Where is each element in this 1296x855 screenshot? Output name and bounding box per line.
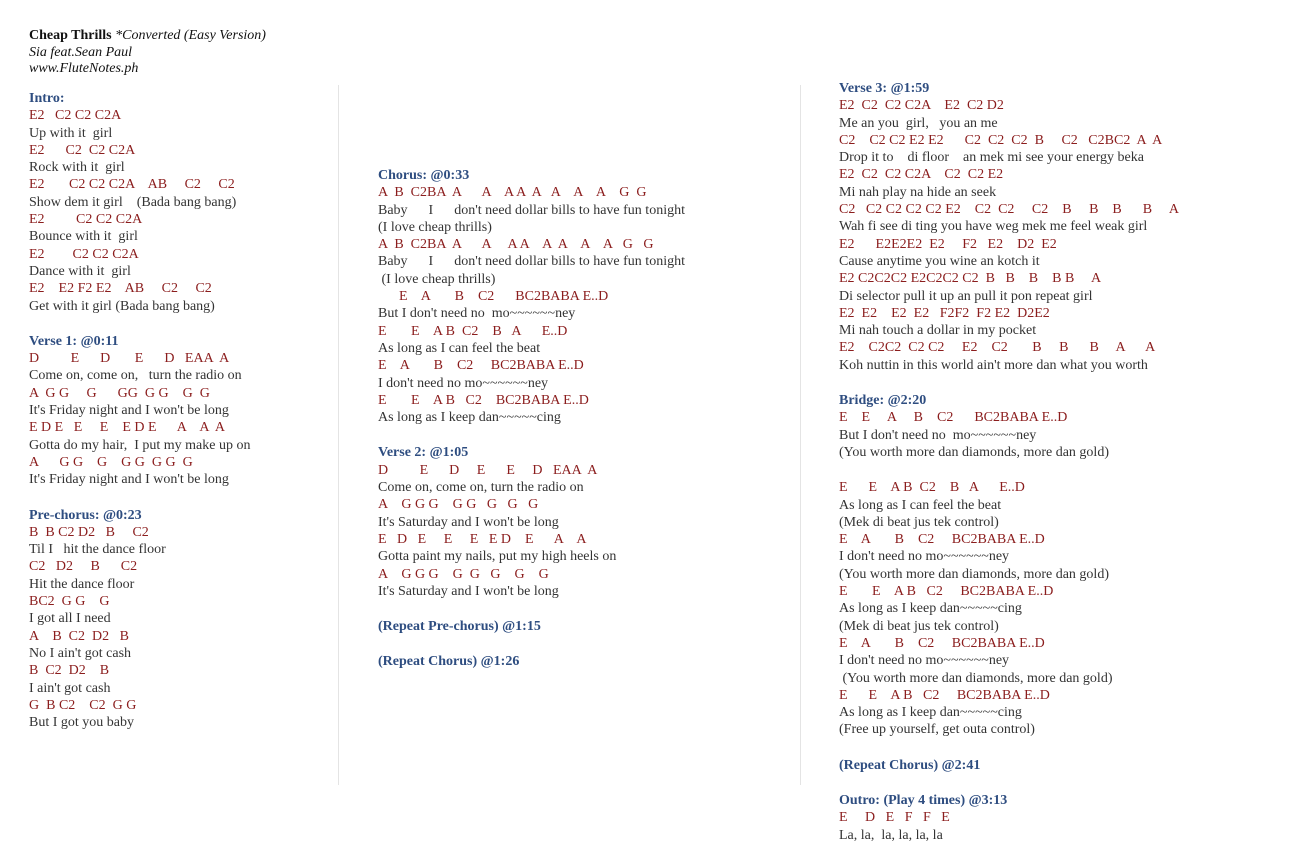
column-3 bbox=[839, 80, 1279, 844]
note-line: E A B C2 BC2BABA E..D bbox=[378, 358, 584, 374]
website: www.FluteNotes.ph bbox=[29, 61, 139, 76]
lyric-line: Me an you girl, you an me bbox=[839, 115, 998, 131]
note-line: A G G G GG G G G G bbox=[29, 385, 210, 401]
section-heading: (Repeat Pre-chorus) @1:15 bbox=[378, 619, 541, 635]
lyric-line: Mi nah play na hide an seek bbox=[839, 184, 997, 200]
lyric-line: Come on, come on, turn the radio on bbox=[29, 368, 242, 384]
lyric-line: Bounce with it girl bbox=[29, 229, 138, 245]
note-line: C2 C2 C2 E2 E2 C2 C2 C2 B C2 C2BC2 A A bbox=[839, 132, 1163, 148]
note-line: E2 E2E2E2 E2 F2 E2 D2 E2 bbox=[839, 236, 1057, 252]
note-line: E D E F F E bbox=[839, 810, 950, 826]
artist: Sia feat.Sean Paul bbox=[29, 45, 133, 60]
lyric-line: No I ain't got cash bbox=[29, 645, 132, 661]
lyric-line: As long as I keep dan~~~~~cing bbox=[839, 601, 1022, 617]
note-line: E A B C2 BC2BABA E..D bbox=[839, 635, 1045, 651]
note-line: E E A B C2 B A E..D bbox=[839, 480, 1025, 496]
note-line: E A B C2 BC2BABA E..D bbox=[378, 289, 609, 305]
note-line: BC2 G G G bbox=[29, 594, 110, 610]
section-heading: (Repeat Chorus) @1:26 bbox=[378, 654, 520, 670]
lyric-line: Cause anytime you wine an kotch it bbox=[839, 253, 1040, 269]
lyric-line: Wah fi see di ting you have weg mek me feel weak girl bbox=[839, 219, 1148, 235]
column-2-content bbox=[378, 167, 798, 671]
song-title: Cheap Thrills bbox=[29, 28, 112, 43]
note-line: E E A B C2 B A E..D bbox=[378, 323, 568, 339]
section-gap bbox=[29, 315, 334, 333]
header-spacer bbox=[29, 76, 334, 90]
section-gap bbox=[378, 600, 798, 618]
note-line: E D E E E E D E A A A bbox=[29, 420, 225, 436]
note-line: E2 C2C2 C2 C2 E2 C2 B B B A A bbox=[839, 340, 1156, 356]
lyric-line: Baby I don't need dollar bills to have fun tonight bbox=[378, 254, 685, 270]
lyric-line: It's Saturday and I won't be long bbox=[378, 583, 559, 599]
lyric-line: But I don't need no mo~~~~~~ney bbox=[839, 427, 1037, 443]
lyric-line: Get with it girl (Bada bang bang) bbox=[29, 298, 215, 314]
note-line: A B C2BA A A A A A A A A G G bbox=[378, 237, 654, 253]
lyric-line: La, la, la, la, la, la bbox=[839, 827, 943, 843]
section-gap bbox=[839, 461, 1279, 479]
lyric-line: (I love cheap thrills) bbox=[378, 219, 492, 235]
lyric-line: It's Friday night and I won't be long bbox=[29, 472, 229, 488]
note-line: A G G G G G G G G bbox=[29, 454, 193, 470]
lyric-line: But I don't need no mo~~~~~~ney bbox=[378, 306, 576, 322]
lyric-line: (You worth more dan diamonds, more dan gold) bbox=[839, 670, 1113, 686]
section-heading: Chorus: @0:33 bbox=[378, 168, 470, 183]
lyric-line: As long as I can feel the beat bbox=[378, 340, 541, 356]
lyric-line: I don't need no mo~~~~~~ney bbox=[378, 375, 549, 391]
note-line: G B C2 C2 G G bbox=[29, 697, 137, 713]
note-line: E E A B C2 BC2BABA E..D bbox=[839, 687, 1050, 703]
section-gap bbox=[378, 635, 798, 653]
note-line: E2 C2 C2 C2A bbox=[29, 246, 139, 262]
lyric-line: As long as I keep dan~~~~~cing bbox=[378, 410, 561, 426]
lyric-line: Rock with it girl bbox=[29, 160, 125, 176]
note-line: C2 D2 B C2 bbox=[29, 559, 138, 575]
column-3-content bbox=[839, 80, 1279, 844]
note-line: A B C2BA A A A A A A A A G G bbox=[378, 185, 647, 201]
note-line: E2 C2 C2 C2A C2 C2 E2 bbox=[839, 167, 1004, 183]
column-1 bbox=[29, 27, 334, 731]
note-line: A B C2 D2 B bbox=[29, 628, 129, 644]
lyric-line: I don't need no mo~~~~~~ney bbox=[839, 653, 1010, 669]
lyric-line: It's Saturday and I won't be long bbox=[378, 514, 559, 530]
lyric-line: Baby I don't need dollar bills to have fun tonight bbox=[378, 202, 685, 218]
section-gap bbox=[839, 739, 1279, 757]
lyric-line: But I got you baby bbox=[29, 715, 134, 731]
note-line: E2 C2 C2 C2A AB C2 C2 bbox=[29, 177, 235, 193]
note-line: E E A B C2 BC2BABA E..D bbox=[839, 410, 1068, 426]
section-heading: Pre-chorus: @0:23 bbox=[29, 507, 142, 523]
column-divider-2 bbox=[800, 85, 801, 785]
section-gap bbox=[839, 374, 1279, 392]
section-heading: (Repeat Chorus) @2:41 bbox=[839, 757, 981, 773]
note-line: E A B C2 BC2BABA E..D bbox=[839, 532, 1045, 548]
lyric-line: Show dem it girl (Bada bang bang) bbox=[29, 194, 237, 210]
lyric-line: Dance with it girl bbox=[29, 263, 131, 279]
header bbox=[29, 27, 334, 76]
note-line: A G G G G G G G G bbox=[378, 497, 539, 513]
section-gap bbox=[839, 774, 1279, 792]
lyric-line: (I love cheap thrills) bbox=[378, 271, 496, 287]
lyric-line: It's Friday night and I won't be long bbox=[29, 403, 229, 419]
lyric-line: I got all I need bbox=[29, 611, 111, 627]
note-line: E2 E2 E2 E2 F2F2 F2 E2 D2E2 bbox=[839, 305, 1050, 321]
note-line: A G G G G G G G G bbox=[378, 566, 549, 582]
note-line: B B C2 D2 B C2 bbox=[29, 524, 149, 540]
section-gap bbox=[29, 489, 334, 507]
note-line: E E A B C2 BC2BABA E..D bbox=[378, 392, 589, 408]
note-line: E2 C2 C2 C2A bbox=[29, 142, 136, 158]
lyric-line: (You worth more dan diamonds, more dan gold) bbox=[839, 444, 1109, 460]
section-heading: Verse 2: @1:05 bbox=[378, 445, 469, 461]
column-1-content bbox=[29, 90, 334, 731]
section-heading: Verse 1: @0:11 bbox=[29, 333, 119, 349]
note-line: B C2 D2 B bbox=[29, 663, 110, 679]
note-line: E2 E2 F2 E2 AB C2 C2 bbox=[29, 281, 212, 297]
note-line: D E D E D EAA A bbox=[29, 351, 230, 367]
lyric-line: Up with it girl bbox=[29, 125, 113, 141]
section-gap bbox=[378, 426, 798, 444]
note-line: E2 C2 C2 C2A E2 C2 D2 bbox=[839, 98, 1004, 114]
lyric-line: Drop it to di floor an mek mi see your energy beka bbox=[839, 150, 1144, 166]
note-line: C2 C2 C2 C2 C2 E2 C2 C2 C2 B B B B A bbox=[839, 202, 1179, 218]
lyric-line: (You worth more dan diamonds, more dan gold) bbox=[839, 566, 1109, 582]
song-title-line bbox=[29, 27, 334, 44]
note-line: E D E E E E D E A A bbox=[378, 531, 587, 547]
lyric-line: Koh nuttin in this world ain't more dan what you worth bbox=[839, 357, 1148, 373]
lyric-line: (Mek di beat jus tek control) bbox=[839, 618, 999, 634]
section-heading: Bridge: @2:20 bbox=[839, 393, 927, 409]
lyric-line: Gotta paint my nails, put my high heels on bbox=[378, 549, 617, 565]
lyric-line: Come on, come on, turn the radio on bbox=[378, 480, 584, 496]
note-line: D E D E E D EAA A bbox=[378, 462, 598, 478]
section-heading: Outro: (Play 4 times) @3:13 bbox=[839, 792, 1008, 808]
note-line: E2 C2 C2 C2A bbox=[29, 108, 122, 124]
version-note: *Converted (Easy Version) bbox=[115, 28, 266, 43]
lyric-line: Til I hit the dance floor bbox=[29, 542, 166, 558]
note-line: E E A B C2 BC2BABA E..D bbox=[839, 584, 1054, 600]
lyric-line: (Mek di beat jus tek control) bbox=[839, 514, 999, 530]
lyric-line: As long as I can feel the beat bbox=[839, 497, 1002, 513]
lyric-line: I don't need no mo~~~~~~ney bbox=[839, 549, 1010, 565]
lyric-line: Hit the dance floor bbox=[29, 576, 135, 592]
section-heading: Verse 3: @1:59 bbox=[839, 81, 930, 96]
section-heading: Intro: bbox=[29, 91, 65, 106]
note-line: E2 C2 C2 C2A bbox=[29, 212, 143, 228]
column-divider-1 bbox=[338, 85, 339, 785]
lyric-line: Di selector pull it up an pull it pon repeat girl bbox=[839, 288, 1093, 304]
note-line: E2 C2C2C2 E2C2C2 C2 B B B B B A bbox=[839, 271, 1102, 287]
lyric-line: I ain't got cash bbox=[29, 680, 111, 696]
lyric-line: (Free up yourself, get outa control) bbox=[839, 722, 1035, 738]
column-2 bbox=[378, 167, 798, 671]
lyric-line: As long as I keep dan~~~~~cing bbox=[839, 705, 1022, 721]
lyric-line: Gotta do my hair, I put my make up on bbox=[29, 437, 251, 453]
lyric-line: Mi nah touch a dollar in my pocket bbox=[839, 323, 1037, 339]
